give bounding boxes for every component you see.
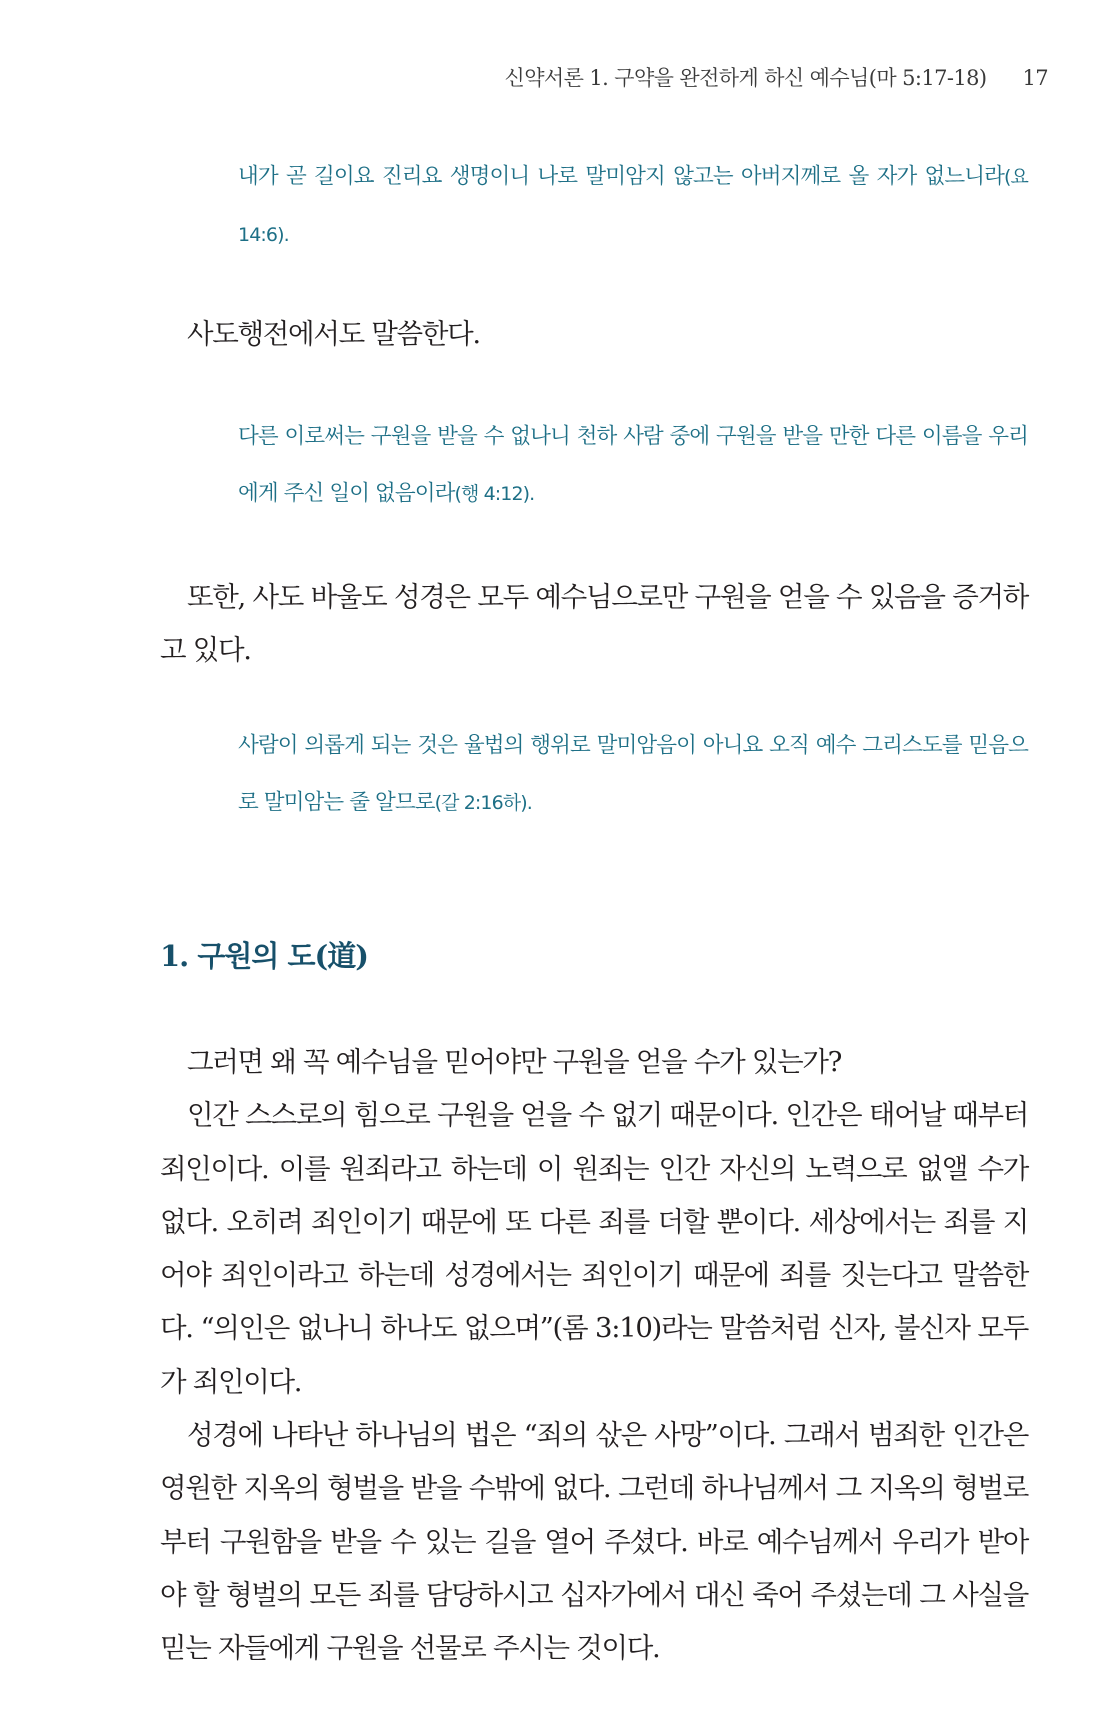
quote-text: 내가 곧 길이요 진리요 생명이니 나로 말미암지 않고는 아버지께로 올 자가 없느니라 — [238, 164, 1005, 189]
body-paragraph: 성경에 나타난 하나님의 법은 “죄의 삯은 사망”이다. 그래서 범죄한 인간은 영원한 지옥의 형벌을 받을 수밖에 없다. 그런데 하나님께서 그 지옥의 형벌로부터 구원함을 받을 수 있는 길을 열어 주셨다. 바로 예수님께서 우리가 받아야 할 형벌의 모든 죄를 담당하시고 십자가에서 대신 죽어 주셨는데 그 사실을 믿는 자들에게 구원을 선물로 주시는 것이다. — [160, 1419, 1028, 1665]
body-paragraph: 또한, 사도 바울도 성경은 모두 예수님으로만 구원을 얻을 수 있음을 증거하고 있다. — [160, 581, 1028, 667]
scripture-quote — [238, 717, 1028, 832]
scripture-quote — [238, 148, 1028, 264]
page-number: 17 — [1022, 66, 1048, 90]
body-paragraph: 사도행전에서도 말씀한다. — [187, 318, 480, 350]
scripture-quote — [238, 408, 1028, 523]
quote-text: 다른 이로써는 구원을 받을 수 없나니 천하 사람 중에 구원을 받을 만한 다른 이름을 우리에게 주신 일이 없음이라 — [238, 424, 1028, 506]
quote-reference: (요 14:6). — [238, 166, 1028, 246]
section-body — [160, 1036, 1028, 1676]
quote-reference: (갈 2:16하). — [434, 792, 532, 814]
body-paragraph: 인간 스스로의 힘으로 구원을 얻을 수 없기 때문이다. 인간은 태어날 때부터 죄인이다. 이를 원죄라고 하는데 이 원죄는 인간 자신의 노력으로 없앨 수가 없다. 오히려 죄인이기 때문에 또 다른 죄를 더할 뿐이다. 세상에서는 죄를 지어야 죄인이라고 하는데 성경에서는 죄인이기 때문에 죄를 짓는다고 말씀한다. “의인은 없나니 하나도 없으며”(롬 3:10)라는 말씀처럼 신자, 불신자 모두가 죄인이다. — [160, 1099, 1028, 1398]
quote-text: 사람이 의롭게 되는 것은 율법의 행위로 말미암음이 아니요 오직 예수 그리스도를 믿음으로 말미암는 줄 알므로 — [238, 733, 1028, 815]
quote-reference: (행 4:12). — [454, 483, 535, 505]
section-heading: 1. 구원의 도(道) — [160, 939, 368, 973]
body-paragraph: 그러면 왜 꼭 예수님을 믿어야만 구원을 얻을 수가 있는가? — [187, 1046, 842, 1078]
running-header — [505, 62, 1048, 92]
running-title: 신약서론 1. 구약을 완전하게 하신 예수님(마 5:17-18) — [504, 66, 987, 90]
